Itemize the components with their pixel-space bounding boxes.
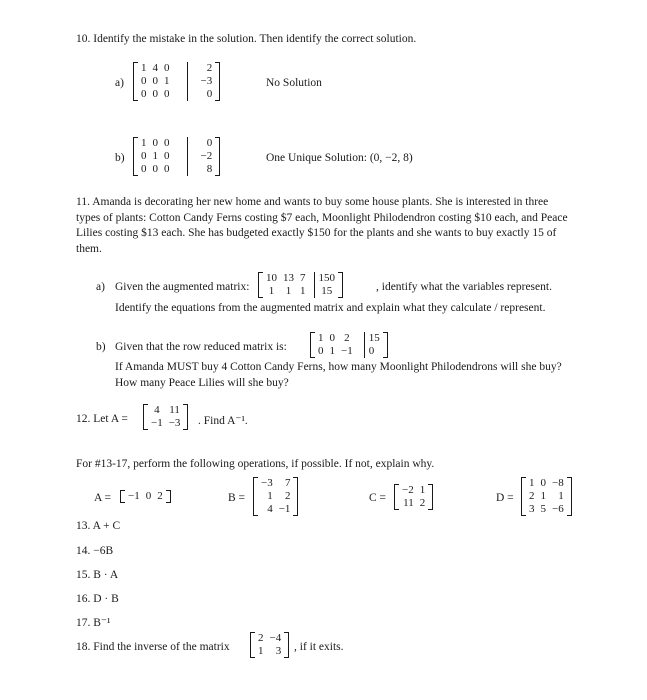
matrix-cell: 4 <box>267 503 273 515</box>
matrix-cell: 150 <box>318 272 335 284</box>
matrix-cell: 2 <box>258 632 264 644</box>
q11a-lead: Given the augmented matrix: <box>115 281 250 293</box>
matrix-B-label: B = <box>228 492 246 504</box>
matrix-cell: 15 <box>321 285 333 297</box>
q18-grid <box>255 632 284 658</box>
matrix-cell: 2 <box>284 490 291 502</box>
matrix-cell: 0 <box>152 137 158 149</box>
matrix-cell: −1 <box>278 503 291 515</box>
matrix-cell: 13 <box>283 272 294 284</box>
q12-lead: 12. Let A = <box>76 413 128 425</box>
matrix-cell: 0 <box>540 477 546 489</box>
q11b-label: b) <box>96 341 106 353</box>
matrix-cell: 0 <box>141 88 147 100</box>
q11a-line2: Identify the equations from the augmented matrix and explain what they calculate / represent. <box>115 302 546 314</box>
matrix-cell: −2 <box>402 484 414 496</box>
matrix-cell: 0 <box>141 150 147 162</box>
q11a-rhs-grid <box>316 272 339 298</box>
q10a-coef-grid <box>138 62 173 101</box>
matrix-cell: 2 <box>157 490 163 502</box>
matrix-cell: 1 <box>258 645 264 657</box>
matrix-cell: 0 <box>141 163 147 175</box>
q10a-augmented-matrix <box>133 62 220 101</box>
augment-bar <box>187 137 188 176</box>
matrix-cell: 0 <box>206 137 213 149</box>
q10b-result: One Unique Solution: (0, −2, 8) <box>266 152 413 164</box>
augment-bar <box>314 272 315 298</box>
matrix-cell: 7 <box>300 272 306 284</box>
matrix-cell: 15 <box>368 332 380 344</box>
matrix-cell: 5 <box>540 503 546 515</box>
q11a-tail: , identify what the variables represent. <box>376 281 552 293</box>
q10a-result: No Solution <box>266 77 322 89</box>
matrix-cell: 1 <box>329 345 335 357</box>
matrix-C-label: C = <box>369 492 387 504</box>
op-item-13: 13. A + C <box>76 520 121 532</box>
matrix-cell: 1 <box>529 477 535 489</box>
matrix-cell: 2 <box>344 332 350 344</box>
matrix-cell: 0 <box>329 332 335 344</box>
matrix-cell: 11 <box>403 497 414 509</box>
q11b-line2: If Amanda MUST buy 4 Cotton Candy Ferns, how many Moonlight Philodendrons will she buy? How many Peace Lilies will she buy? <box>115 361 562 389</box>
op-item-15: 15. B · A <box>76 569 119 581</box>
q10b-augmented-matrix <box>133 137 220 176</box>
q11b-coef-grid <box>315 332 356 358</box>
matrix-cell: −8 <box>552 477 564 489</box>
q10-prompt: 10. Identify the mistake in the solution. Then identify the correct solution. <box>76 33 417 45</box>
matrix-cell: 0 <box>152 88 158 100</box>
q11a-label: a) <box>96 281 105 293</box>
matrix-cell: 1 <box>141 137 147 149</box>
q18-tail: , if it exits. <box>294 641 344 653</box>
matrix-D <box>521 477 572 516</box>
matrix-cell: 0 <box>164 150 170 162</box>
matrix-cell: 3 <box>275 645 282 657</box>
matrix-cell: 2 <box>206 62 213 74</box>
matrix-cell: 1 <box>318 332 324 344</box>
matrix-cell: −3 <box>261 477 273 489</box>
augment-bar <box>187 62 188 101</box>
q11b-lead: Given that the row reduced matrix is: <box>115 341 287 353</box>
q18-matrix <box>250 632 289 658</box>
matrix-D-label: D = <box>496 492 514 504</box>
matrix-cell: 2 <box>529 490 535 502</box>
q11a-coef-grid <box>263 272 309 298</box>
matrix-B-grid <box>258 477 293 516</box>
matrix-B <box>253 477 298 516</box>
matrix-cell: 1 <box>268 285 275 297</box>
matrix-cell: 0 <box>152 163 158 175</box>
matrix-cell: −6 <box>552 503 564 515</box>
matrix-cell: 0 <box>318 345 324 357</box>
q11a-augmented-matrix <box>258 272 343 298</box>
matrix-cell: 1 <box>141 62 147 74</box>
q12-tail: . Find A⁻¹. <box>198 415 248 427</box>
matrix-cell: 1 <box>419 484 426 496</box>
q18-lead: 18. Find the inverse of the matrix <box>76 641 230 653</box>
matrix-cell: −1 <box>341 345 353 357</box>
matrix-cell: 3 <box>529 503 535 515</box>
q11b-rhs-grid <box>366 332 383 358</box>
matrix-cell: 1 <box>558 490 564 502</box>
matrix-cell: −3 <box>168 417 181 429</box>
q10a-rhs-grid <box>198 62 216 101</box>
matrix-cell: 8 <box>206 163 213 175</box>
matrix-cell: 0 <box>164 163 170 175</box>
matrix-cell: −1 <box>151 417 163 429</box>
q10b-label: b) <box>115 152 125 164</box>
q11-prompt: 11. Amanda is decorating her new home and wants to buy some house plants. She is interested in three types of plants: Cotton Candy Ferns costing $7 each, Moonlight Philodendron costing $10 each, and Peace Lilies costing $13 each. She has budgeted exactly $150 for the plants and she wants to buy exactly 15 of them. <box>76 196 568 255</box>
ops-intro: For #13-17, perform the following operations, if possible. If not, explain why. <box>76 458 435 470</box>
matrix-C-grid <box>399 484 428 510</box>
matrix-cell: 0 <box>145 490 152 502</box>
matrix-cell: 1 <box>300 285 306 297</box>
matrix-cell: 1 <box>164 75 170 87</box>
matrix-D-grid <box>526 477 567 516</box>
q11b-augmented-matrix <box>310 332 388 358</box>
matrix-cell: 1 <box>267 490 273 502</box>
matrix-C <box>394 484 433 510</box>
op-item-14: 14. −6B <box>76 545 114 557</box>
q10b-coef-grid <box>138 137 173 176</box>
augment-bar <box>364 332 365 358</box>
matrix-A <box>120 490 171 503</box>
matrix-cell: 1 <box>152 150 158 162</box>
matrix-cell: 0 <box>141 75 147 87</box>
op-item-17: 17. B⁻¹ <box>76 617 111 629</box>
matrix-cell: 4 <box>152 62 158 74</box>
matrix-cell: 0 <box>164 88 170 100</box>
q10a-label: a) <box>115 77 124 89</box>
matrix-cell: −1 <box>128 490 140 502</box>
q10b-rhs-grid <box>198 137 216 176</box>
matrix-cell: 4 <box>154 404 160 416</box>
matrix-A-grid <box>125 490 166 503</box>
matrix-cell: 1 <box>285 285 292 297</box>
matrix-cell: −4 <box>269 632 282 644</box>
matrix-cell: 1 <box>540 490 546 502</box>
matrix-A-label: A = <box>94 492 112 504</box>
matrix-cell: 0 <box>164 62 170 74</box>
matrix-cell: −3 <box>200 75 213 87</box>
q12-grid <box>148 404 183 430</box>
q12-matrix <box>143 404 188 430</box>
op-item-16: 16. D · B <box>76 593 119 605</box>
matrix-cell: 2 <box>419 497 426 509</box>
matrix-cell: 0 <box>152 75 158 87</box>
matrix-cell: 0 <box>164 137 170 149</box>
matrix-cell: 10 <box>266 272 277 284</box>
matrix-cell: 11 <box>169 404 180 416</box>
matrix-cell: 0 <box>368 345 375 357</box>
matrix-cell: 0 <box>206 88 213 100</box>
matrix-cell: −2 <box>200 150 213 162</box>
matrix-cell: 7 <box>284 477 291 489</box>
